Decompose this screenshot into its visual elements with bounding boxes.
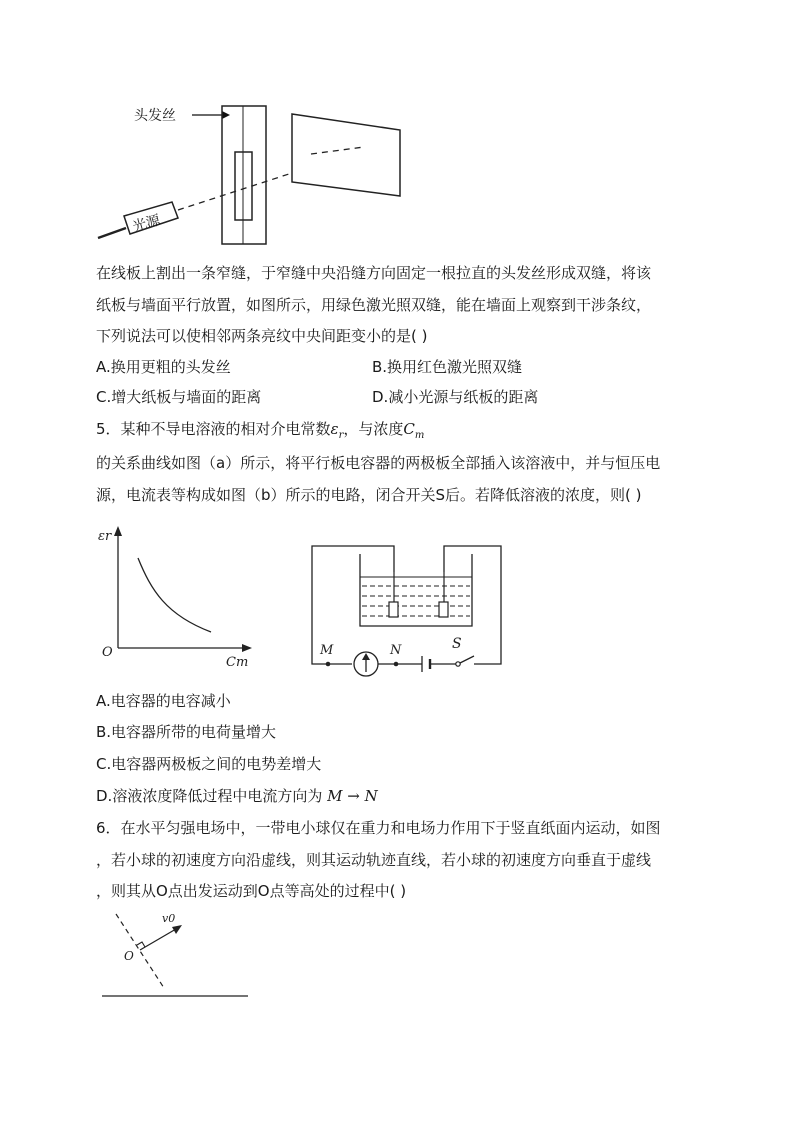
q4-option-a: A.换用更粗的头发丝 — [96, 358, 231, 376]
q6-line-3: ，则其从O点出发运动到O点等高处的过程中( ) — [96, 882, 407, 900]
c-sub: m — [414, 430, 425, 441]
q5-option-d-math: M → N — [327, 787, 378, 805]
q5-line-2: 的关系曲线如图（a）所示，将平行板电容器的两极板全部插入该溶液中，并与恒压电 — [96, 454, 661, 472]
q5-line1-mid: ，与浓度 — [343, 420, 404, 438]
q5-line-3: 源，电流表等构成如图（b）所示的电路，闭合开关S后。若降低溶液的浓度，则( ) — [96, 486, 642, 504]
c-symbol: C — [403, 420, 415, 438]
q5-option-a: A.电容器的电容减小 — [96, 692, 231, 710]
v0-label: v0 — [162, 912, 176, 925]
capacitor-circuit — [310, 544, 506, 678]
q6-line-2: ，若小球的初速度方向沿虚线，则其运动轨迹直线，若小球的初速度方向垂直于虚线 — [96, 851, 652, 869]
source-label: 光源 — [130, 212, 163, 236]
graph-ylabel: εr — [98, 529, 112, 544]
q4-option-d: D.减小光源与纸板的距离 — [372, 388, 539, 406]
circuit-s: S — [452, 636, 462, 652]
epsilon-sub: r — [338, 430, 344, 441]
circuit-m: M — [320, 643, 334, 658]
epsilon-concentration-graph — [96, 520, 256, 670]
q5-line1-pre: 5．某种不导电溶液的相对介电常数 — [96, 420, 331, 438]
origin-label: O — [124, 949, 134, 963]
epsilon-symbol: ε — [330, 420, 339, 438]
q4-line-2: 纸板与墙面平行放置，如图所示，用绿色激光照双缝，能在墙面上观察到干涉条纹， — [96, 296, 652, 314]
q5-option-c: C.电容器两极板之间的电势差增大 — [96, 755, 322, 773]
q4-option-b: B.换用红色激光照双缝 — [372, 358, 523, 376]
q5-option-d-text: D.溶液浓度降低过程中电流方向为 — [96, 787, 323, 805]
graph-origin: O — [102, 645, 113, 660]
graph-xlabel: Cm — [226, 655, 249, 670]
q5-line-1 — [96, 418, 424, 447]
q5-option-b: B.电容器所带的电荷量增大 — [96, 723, 277, 741]
projectile-figure — [100, 910, 260, 1002]
q5-option-d — [96, 785, 378, 807]
double-slit-figure — [96, 96, 416, 256]
circuit-n: N — [390, 643, 402, 658]
hair-label: 头发丝 — [134, 108, 176, 124]
q4-option-c: C.增大纸板与墙面的距离 — [96, 388, 262, 406]
q6-line-1: 6．在水平匀强电场中，一带电小球仅在重力和电场力作用下于竖直纸面内运动，如图 — [96, 819, 661, 837]
q4-line-1: 在线板上割出一条窄缝，于窄缝中央沿缝方向固定一根拉直的头发丝形成双缝，将该 — [96, 264, 652, 282]
q4-line-3: 下列说法可以使相邻两条亮纹中央间距变小的是( ) — [96, 327, 428, 345]
